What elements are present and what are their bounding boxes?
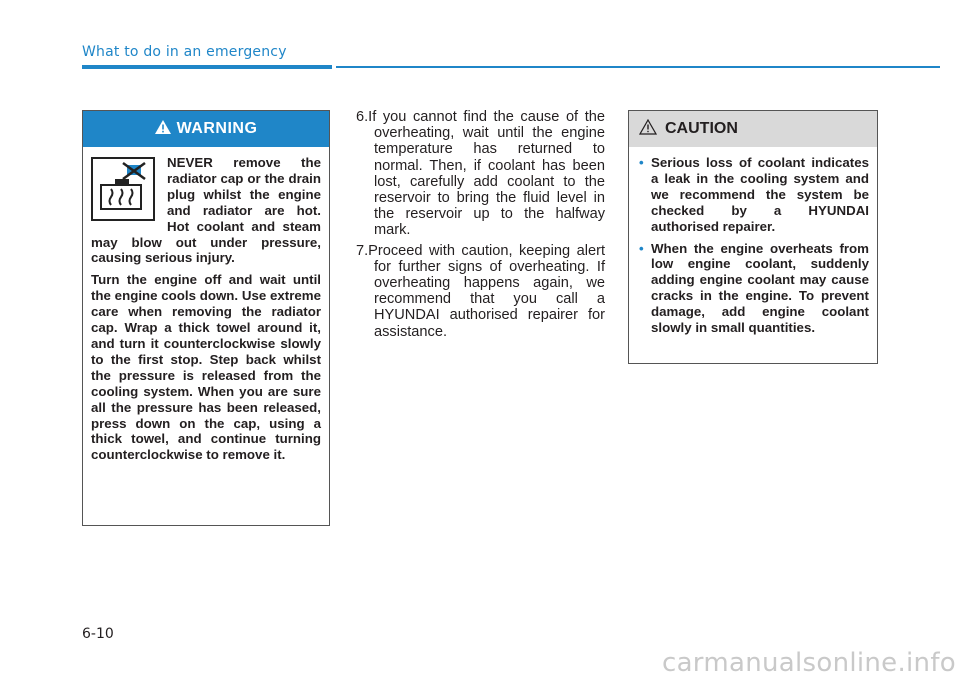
caution-item-text: Serious loss of coolant indicates a leak in the cooling system and we recommend the system be checked by a HYUNDAI authorised repairer. xyxy=(651,155,869,234)
section-title: What to do in an emergency xyxy=(82,44,287,60)
caution-triangle-icon xyxy=(639,119,657,140)
warning-header xyxy=(83,111,329,147)
page-number: 6-10 xyxy=(82,626,114,642)
caution-box xyxy=(628,110,878,364)
caution-item-text: When the engine overheats from low engine coolant, suddenly adding engine coolant may cause cracks in the engine. To prevent damage, add engine coolant slowly in small quantities. xyxy=(651,240,869,336)
caution-item xyxy=(639,155,869,235)
warning-triangle-icon xyxy=(155,120,171,139)
warning-paragraph-1: NEVER remove the radiator cap or the drain plug whilst the engine and radiator are hot. Hot coolant and steam may blow out under pressure, causing serious injury. xyxy=(91,155,321,266)
step-item xyxy=(356,243,605,340)
caution-header xyxy=(629,111,877,147)
step-text: If you cannot find the cause of the overheating, wait until the engine temperature has returned to normal. Then, if coolant has been lost, carefully add coolant to the reservoir to bring the fluid level in the reservoir up to the halfway mark. xyxy=(368,109,605,239)
bullet-icon: • xyxy=(639,240,644,256)
step-text: Proceed with caution, keeping alert for further signs of overheating. If overheating happens again, we recommend that you call a HYUNDAI authorised repairer for assistance. xyxy=(368,242,605,340)
warning-title: WARNING xyxy=(176,120,258,137)
warning-paragraph-2: Turn the engine off and wait until the engine cools down. Use extreme care when removing the radiator cap. Wrap a thick towel around it, and turn it counterclockwise slowly to the first stop. Step back whilst the pressure is released from the cooling system. When you are sure all the pressure has been released, press down on the cap, using a thick towel, and continue turning counterclockwise to remove it. xyxy=(91,272,321,463)
procedure-steps xyxy=(356,109,605,344)
caution-item xyxy=(639,241,869,336)
step-number: 6. xyxy=(356,109,369,125)
bullet-icon: • xyxy=(639,155,644,170)
header-rule xyxy=(336,66,940,68)
header-accent-bar xyxy=(82,65,332,69)
warning-box xyxy=(82,110,330,526)
caution-title: CAUTION xyxy=(665,120,738,137)
watermark: carmanualsonline.info xyxy=(661,648,956,678)
step-number: 7. xyxy=(356,242,369,259)
hot-radiator-steam-icon xyxy=(91,157,155,221)
step-item xyxy=(356,109,605,239)
